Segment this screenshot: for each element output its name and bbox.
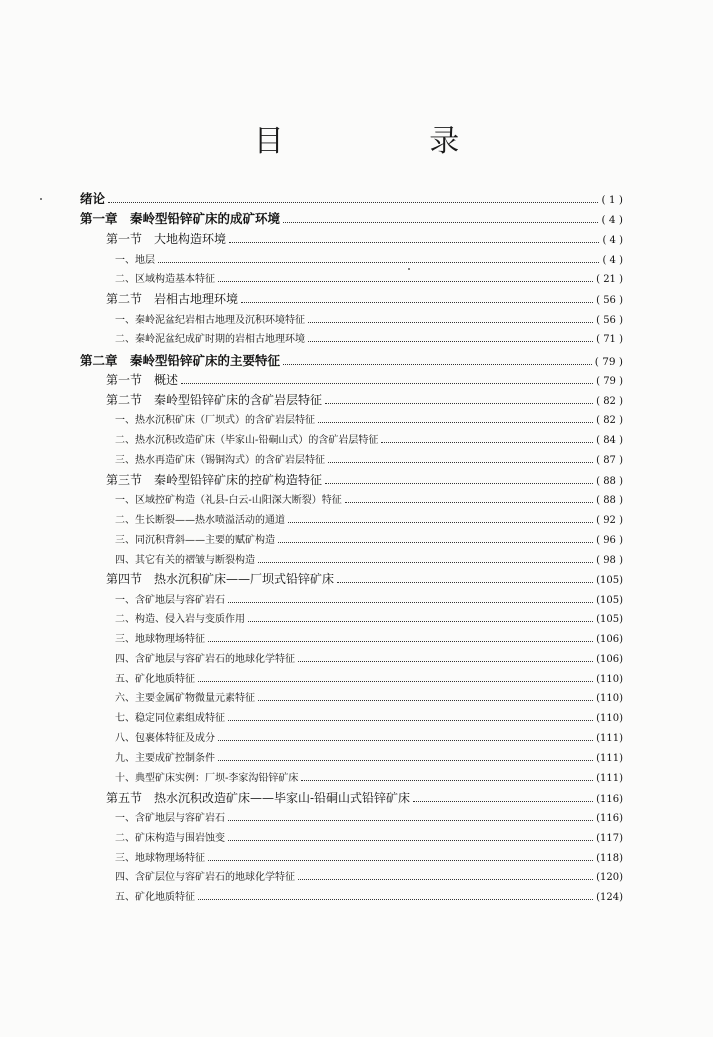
dot-leader [198,681,593,682]
dot-leader [278,542,593,543]
toc-label: 一、热水沉积矿床（厂坝式）的含矿岩层特征 [115,415,315,426]
toc-page: ( 71 ) [596,334,623,345]
dot-leader [241,302,593,303]
toc-label: 第五节 热水沉积改造矿床——毕家山-铅硐山式铅锌矿床 [106,791,411,805]
toc-entry-subsection[interactable] [115,311,623,326]
toc-page: (111) [596,773,623,784]
toc-entry-subsection[interactable] [115,431,623,446]
toc-label: 二、矿床构造与围岩蚀变 [115,833,225,844]
toc-page: ( 96 ) [596,535,623,546]
toc-entry-subsection[interactable] [115,670,623,685]
toc-label: 一、地层 [115,255,155,266]
toc-label: 四、其它有关的褶皱与断裂构造 [115,555,255,566]
toc-label: 二、区域构造基本特征 [115,274,215,285]
toc-label: 七、稳定同位素组成特征 [115,713,225,724]
toc-label: 五、矿化地质特征 [115,674,195,685]
toc-label: 三、热水再造矿床（锡铜沟式）的含矿岩层特征 [115,455,325,466]
toc-page: (105) [596,575,623,586]
toc-entry-subsection[interactable] [115,849,623,864]
dot-leader [325,483,593,484]
toc-entry-section[interactable] [106,570,623,587]
toc-entry-subsection[interactable] [115,729,623,744]
toc-entry-intro[interactable] [80,189,623,207]
toc-label: 三、地球物理场特征 [115,634,205,645]
toc-page: (118) [596,853,623,864]
toc-page: ( 1 ) [601,194,623,206]
dot-leader [381,442,593,443]
toc-label: 二、构造、侵入岩与变质作用 [115,614,245,625]
toc-page: ( 4 ) [602,235,623,246]
toc-page: (111) [596,753,623,764]
dot-leader [208,860,593,861]
toc-label: 六、主要金属矿物微量元素特征 [115,693,255,704]
toc-page: (117) [596,833,623,844]
toc-page: ( 82 ) [596,396,623,407]
toc-page: (110) [596,713,623,724]
dot-leader [318,422,593,423]
toc-page: ( 84 ) [596,435,623,446]
toc-entry-subsection[interactable] [115,888,623,903]
toc-label: 一、含矿地层与容矿岩石 [115,813,225,824]
dot-leader [108,202,598,203]
dot-leader [298,879,593,880]
toc-entry-subsection[interactable] [115,769,623,784]
dot-leader [218,740,593,741]
toc-entry-subsection[interactable] [115,551,623,566]
toc-entry-subsection[interactable] [115,709,623,724]
toc-page: ( 4 ) [601,214,623,226]
toc-entry-section[interactable] [106,371,623,388]
toc-label: 第一节 概述 [106,373,179,387]
toc-entry-subsection[interactable] [115,650,623,665]
toc-page: ( 79 ) [596,376,623,387]
dot-leader [288,522,593,523]
dot-leader [308,322,593,323]
dot-leader [229,242,599,243]
toc-label: 第一节 大地构造环境 [106,232,227,246]
toc-page: (106) [596,634,623,645]
toc-page: (116) [596,813,623,824]
toc-entry-subsection[interactable] [115,270,623,285]
toc-page: ( 87 ) [596,455,623,466]
toc-label: 三、地球物理场特征 [115,853,205,864]
toc-page: (110) [596,674,623,685]
toc-label: 四、含矿层位与容矿岩石的地球化学特征 [115,872,295,883]
toc-label: 一、秦岭泥盆纪岩相古地理及沉积环境特征 [115,315,305,326]
toc-entry-subsection[interactable] [115,610,623,625]
toc-page: ( 4 ) [602,255,623,266]
toc-label: 二、生长断裂——热水喷溢活动的通道 [115,515,285,526]
toc-entry-subsection[interactable] [115,330,623,345]
toc-entry-subsection[interactable] [115,531,623,546]
toc-page: ( 98 ) [596,555,623,566]
toc-entry-subsection[interactable] [115,591,623,606]
dot-leader [258,562,593,563]
toc-entry-subsection[interactable] [115,868,623,883]
toc-page: ( 88 ) [596,476,623,487]
dot-leader [328,462,593,463]
toc-label: 三、同沉积背斜——主要的赋矿构造 [115,535,275,546]
toc-entry-subsection[interactable] [115,491,623,506]
scan-speck [408,268,410,270]
toc-page: (105) [596,595,623,606]
toc-label: 第二节 秦岭型铅锌矿床的含矿岩层特征 [106,393,323,407]
toc-entry-subsection[interactable] [115,689,623,704]
dot-leader [198,899,593,900]
toc-page: ( 56 ) [596,315,623,326]
toc-page: ( 82 ) [596,415,623,426]
dot-leader [208,641,593,642]
toc-page: (105) [596,614,623,625]
toc-page: (120) [596,872,623,883]
toc-label: 八、包裹体特征及成分 [115,733,215,744]
dot-leader [158,262,599,263]
toc-page: (106) [596,654,623,665]
dot-leader [308,341,593,342]
dot-leader [325,403,593,404]
toc-label: 四、含矿地层与容矿岩石的地球化学特征 [115,654,295,665]
dot-leader [218,281,593,282]
toc-entry-subsection[interactable] [115,829,623,844]
toc-page: ( 56 ) [596,295,623,306]
dot-leader [301,780,593,781]
dot-leader [228,720,593,721]
toc-entry-section[interactable] [106,471,623,488]
dot-leader [228,820,593,821]
dot-leader [228,840,593,841]
toc-entry-subsection[interactable] [115,749,623,764]
toc-page: ( 21 ) [596,274,623,285]
toc-entry-subsection[interactable] [115,809,623,824]
dot-leader [298,661,593,662]
dot-leader [283,222,598,223]
toc-label: 第四节 热水沉积矿床——厂坝式铅锌矿床 [106,572,335,586]
dot-leader [258,700,593,701]
dot-leader [218,760,593,761]
toc-entry-section[interactable] [106,290,623,307]
toc-label: 第一章 秦岭型铅锌矿床的成矿环境 [80,211,281,226]
toc-page: (111) [596,733,623,744]
toc-page: ( 88 ) [596,495,623,506]
toc-label: 第二节 岩相古地理环境 [106,292,239,306]
toc-label: 一、区域控矿构造（礼县-白云-山阳深大断裂）特征 [115,495,342,506]
toc-entry-subsection[interactable] [115,630,623,645]
toc-label: 二、热水沉积改造矿床（毕家山-铅硐山式）的含矿岩层特征 [115,435,379,446]
toc-page: (110) [596,693,623,704]
toc-entry-section[interactable] [106,789,623,806]
dot-leader [345,502,593,503]
dot-leader [248,621,593,622]
toc-entry-chapter-2[interactable] [80,351,623,369]
toc-entry-chapter-1[interactable] [80,209,623,227]
dot-leader [413,801,593,802]
toc-entry-section[interactable] [106,230,623,247]
toc-entry-section[interactable] [106,391,623,408]
toc-label: 一、含矿地层与容矿岩石 [115,595,225,606]
dot-leader [228,602,593,603]
toc-page: ( 79 ) [594,356,623,368]
toc-entry-subsection[interactable] [115,511,623,526]
toc-entry-subsection[interactable] [115,251,623,266]
toc-label: 二、秦岭泥盆纪成矿时期的岩相古地理环境 [115,334,305,345]
toc-label: 绪论 [80,191,106,206]
dot-leader [283,364,592,365]
dot-leader [181,383,593,384]
scan-speck [40,198,42,200]
toc-page: (124) [596,892,623,903]
toc-label: 十、典型矿床实例：厂坝-李家沟铅锌矿床 [115,773,299,784]
toc-label: 九、主要成矿控制条件 [115,753,215,764]
toc-label: 五、矿化地质特征 [115,892,195,903]
dot-leader [337,582,593,583]
toc-label: 第三节 秦岭型铅锌矿床的控矿构造特征 [106,473,323,487]
page-title: 目 录 [253,124,528,159]
toc-page: ( 92 ) [596,515,623,526]
toc-entry-subsection[interactable] [115,451,623,466]
toc-label: 第二章 秦岭型铅锌矿床的主要特征 [80,353,281,368]
toc-entry-subsection[interactable] [115,411,623,426]
toc-page: (116) [596,794,623,805]
